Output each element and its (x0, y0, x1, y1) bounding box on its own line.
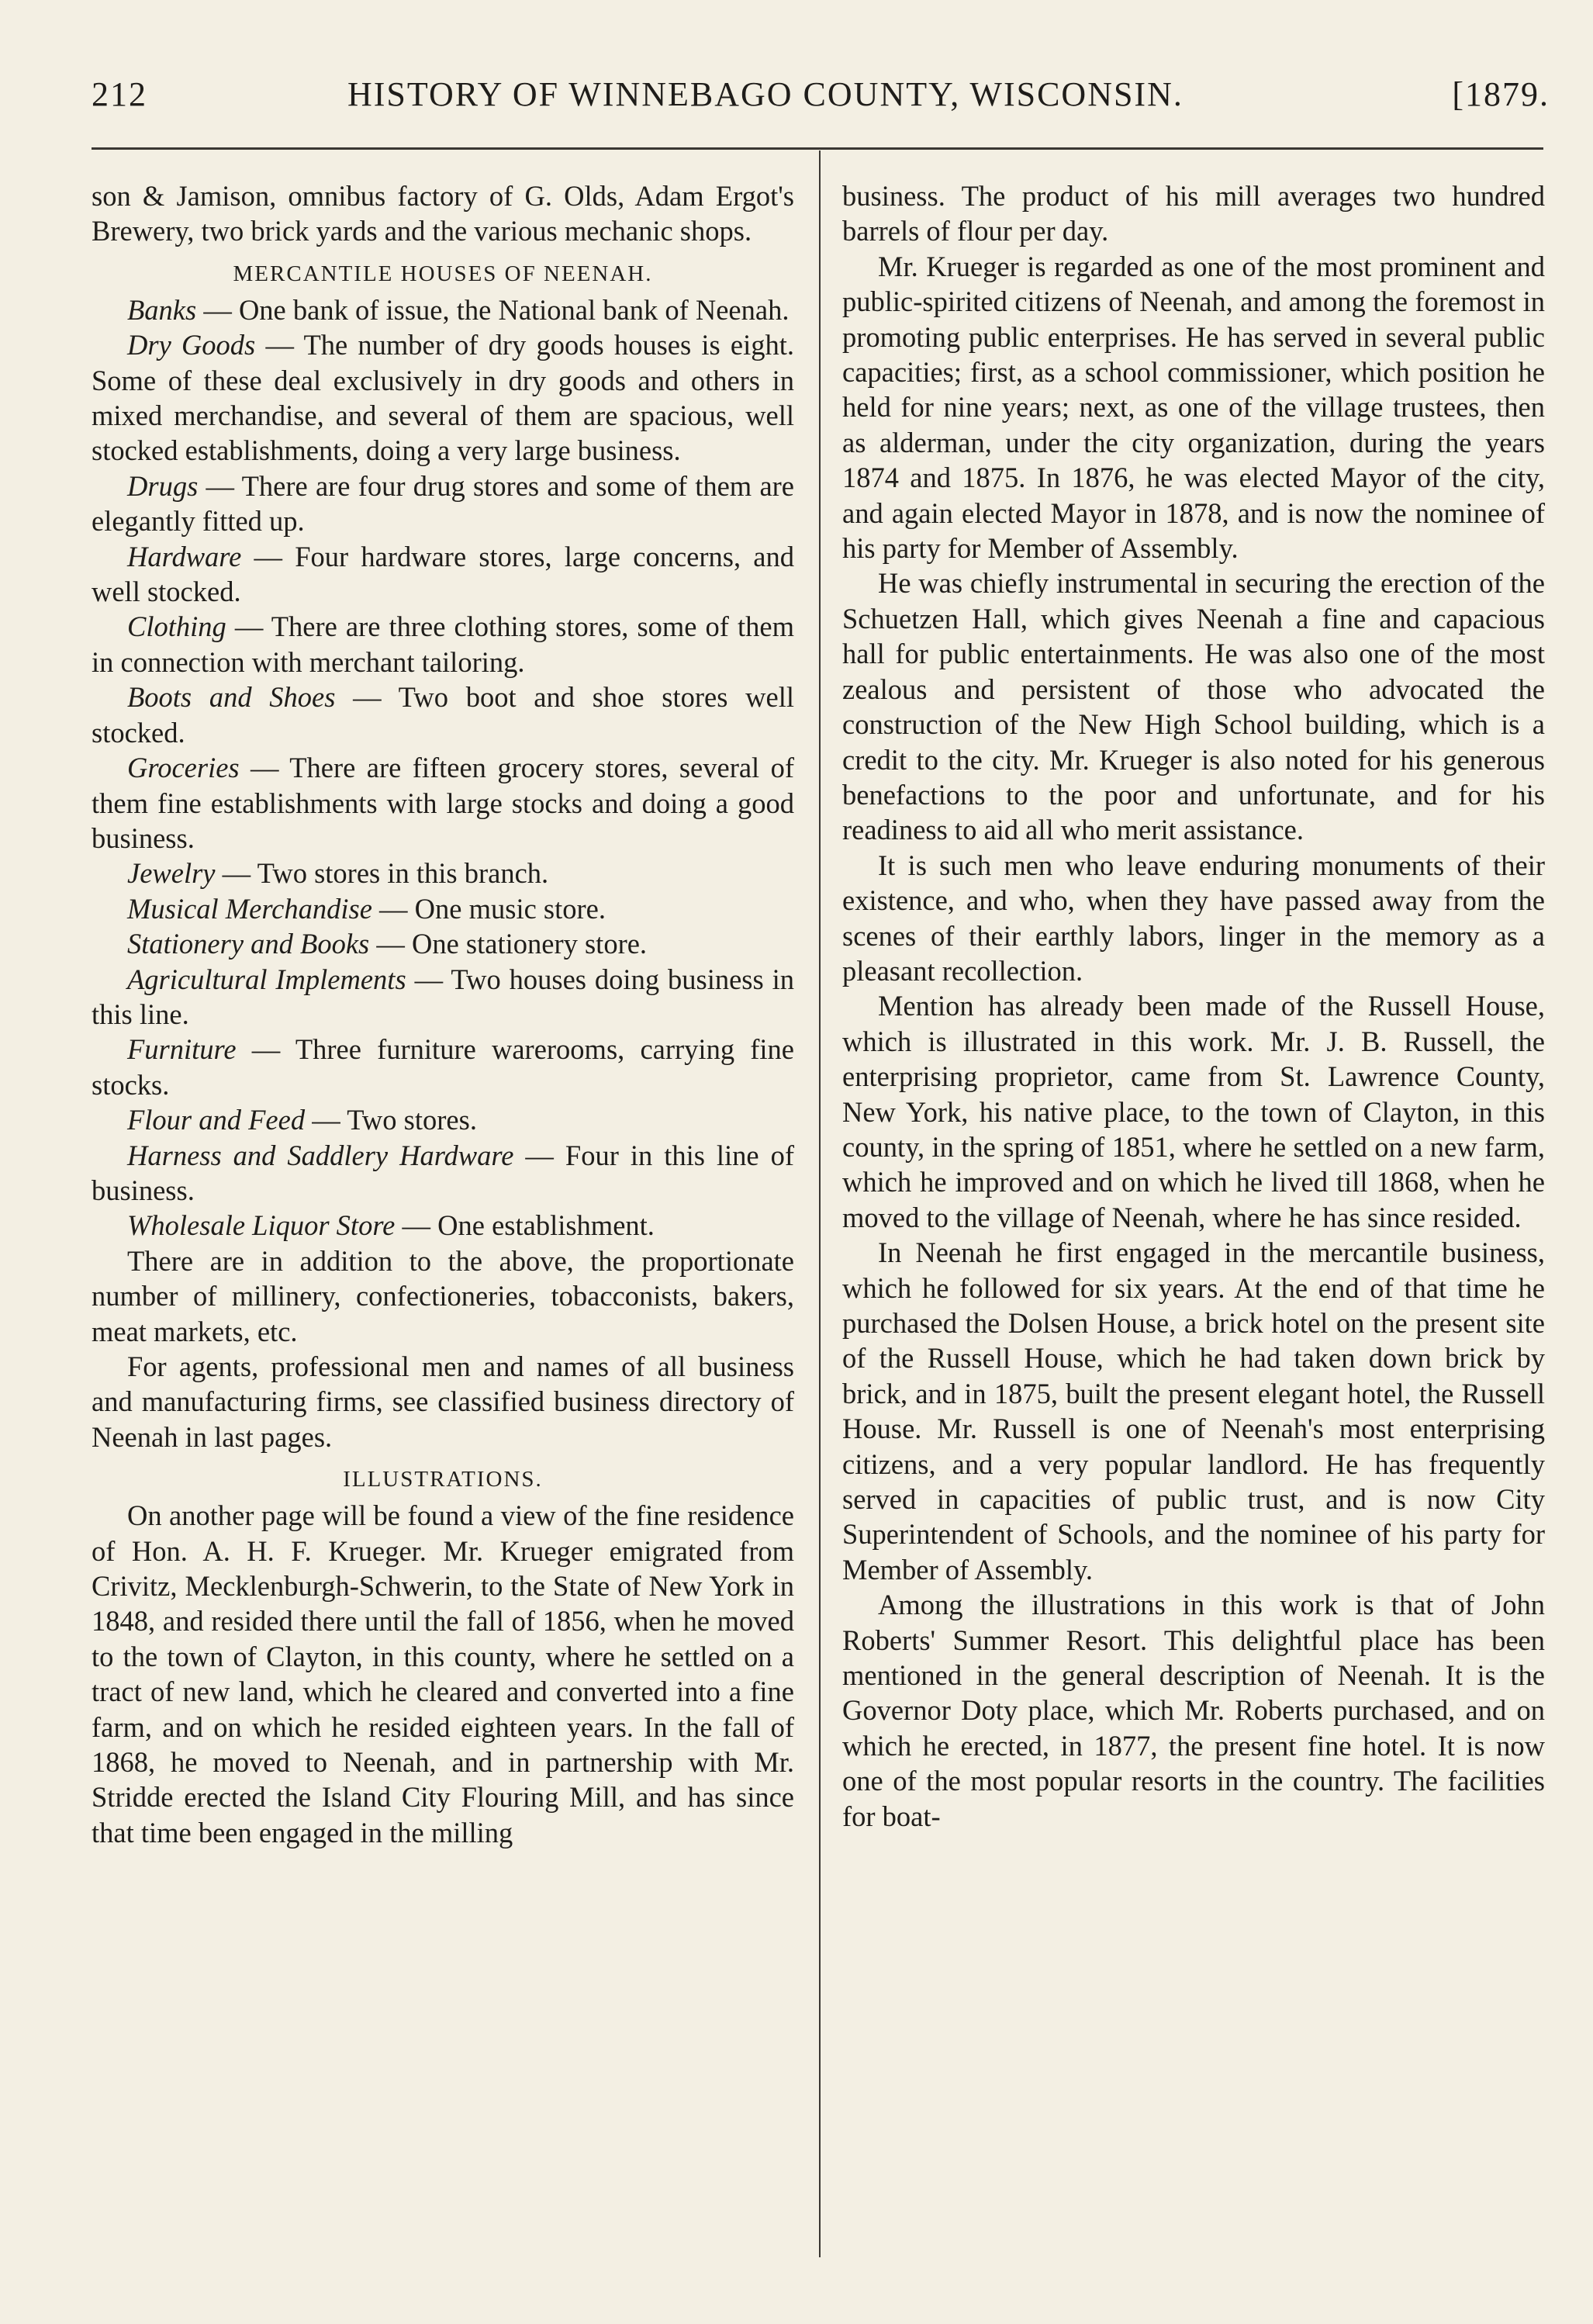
entry-boots-and-shoes: Boots and Shoes — Two boot and shoe stores well stocked. (92, 681, 794, 749)
page-number: 212 (92, 75, 147, 113)
entry-hardware: Hardware — Four hardware stores, large concerns, and well stocked. (92, 540, 794, 608)
entry-groceries: Groceries — There are fifteen grocery stores, several of them fine establishments with large stocks and doing a good business. (92, 752, 794, 854)
right-column (842, 178, 1545, 1834)
krueger-paragraph: On another page will be found a view of the fine residence of Hon. A. H. F. Krueger. Mr. Krueger emigrated from Crivitz, Mecklenburgh-Schwerin, to the State of New York in 1848, and resided there until the fall of 1856, when he moved to the town of Clayton, in this county, where he settled on a tract of new land, which he cleared and converted into a fine farm, and on which he resided eighteen years. In the fall of 1868, he moved to Neenah, and in partnership with Mr. Stridde erected the Island City Flouring Mill, and has since that time been engaged in the milling (92, 1499, 794, 1848)
entry-text: One bank of issue, the National bank of Neenah. (238, 293, 790, 326)
entry-text: One music store. (414, 892, 606, 925)
left-column (92, 178, 794, 1850)
entry-dry-goods: Dry Goods — The number of dry goods houses is eight. Some of these deal exclusively in dry goods and others in mixed merchandise, and several of them are spacious, well stocked establishments, doing a very large business. (92, 329, 795, 467)
entry-text: Two houses doing business in this line. (92, 963, 795, 1030)
entry-musical-merchandise: Musical Merchandise — One music store. (127, 892, 606, 925)
header-rule (92, 147, 1543, 150)
entry-text: Two stores. (347, 1104, 477, 1136)
paragraph-russell-house: Mention has already been made of the Russell House, which is illustrated in this work. Mr. J. B. Russell, the enterprising proprietor, came from St. Lawrence County, New York, his native place, to the town of Clayton, in this county, in the spring of 1851, where he settled on a new farm, which he improved and on which he lived till 1868, when he moved to the village of Neenah, where he has since resided. (842, 990, 1545, 1233)
entry-label: Musical Merchandise (127, 892, 372, 925)
entry-wholesale-liquor-store: Wholesale Liquor Store — One establishment. (127, 1209, 655, 1242)
entry-text: One stationery store. (411, 928, 648, 960)
entry-label: Agricultural Implements (127, 963, 406, 995)
entry-label: Jewelry (127, 857, 216, 890)
entry-label: Harness and Saddlery Hardware (127, 1139, 514, 1171)
entry-label: Furniture (127, 1033, 237, 1066)
entry-stationery-and-books: Stationery and Books — One stationery store. (127, 928, 648, 960)
entry-label: Banks (127, 293, 197, 326)
page-header (92, 74, 1550, 129)
entry-label: Clothing (127, 610, 226, 643)
entry-text: There are three clothing stores, some of them in connection with merchant tailoring. (92, 610, 794, 678)
entry-text: Four in this line of business. (92, 1139, 795, 1206)
paragraph-russell-business: In Neenah he first engaged in the mercantile business, which he followed for six years. At the end of that time he purchased the Dolsen House, a brick hotel on the present site of the Russell House, which he had taken down brick by brick, and in 1875, built the present elegant hotel, the Russell House. Mr. Russell is one of Neenah's most enterprising citizens, and a very popular landlord. He has frequently served in capacities of public trust, and is now City Superintendent of Schools, and the nominee of his party for Member of Assembly. (842, 1236, 1545, 1586)
entry-text: One establishment. (437, 1209, 655, 1242)
entry-banks: Banks — One bank of issue, the National bank of Neenah. (127, 293, 790, 326)
entry-label: Drugs (127, 469, 199, 502)
entry-label: Boots and Shoes (127, 681, 336, 714)
entry-drugs: Drugs — There are four drug stores and some of them are elegantly fitted up. (92, 469, 794, 538)
entry-label: Stationery and Books (127, 928, 370, 960)
entry-furniture: Furniture — Three furniture warerooms, carrying fine stocks. (92, 1033, 794, 1101)
entry-label: Groceries (127, 752, 240, 784)
paragraph-schuetzen-hall: He was chiefly instrumental in securing the erection of the Schuetzen Hall, which gives Neenah a fine and capacious hall for public entertainments. He was also one of the most zealous and persistent of those who advocated the construction of the New High School building, which is a credit to the city. Mr. Krueger is also noted for his generous benefactions to the poor and unfortunate, and for his readiness to aid all who merit assistance. (842, 567, 1545, 846)
paragraph-enduring-monuments: It is such men who leave enduring monuments of their existence, and who, when they have passed away from the scenes of their earthly labors, linger in the memory as a pleasant recollection. (842, 849, 1545, 987)
column-divider (819, 150, 821, 2257)
entry-agricultural-implements: Agricultural Implements — Two houses doing business in this line. (92, 963, 795, 1030)
running-title: HISTORY OF WINNEBAGO COUNTY, WISCONSIN. (347, 75, 1184, 113)
entry-text: Four hardware stores, large concerns, and well stocked. (92, 540, 794, 608)
entry-label: Hardware (127, 540, 242, 572)
entry-jewelry: Jewelry — Two stores in this branch. (127, 857, 549, 890)
entry-flour-and-feed: Flour and Feed — Two stores. (127, 1104, 477, 1136)
entry-harness-and-saddlery-hardware: Harness and Saddlery Hardware — Four in this line of business. (92, 1139, 795, 1206)
header-year: [1879. (1452, 75, 1550, 113)
section-heading-mercantile: MERCANTILE HOUSES OF NEENAH. (233, 261, 653, 286)
entry-text: The number of dry goods houses is eight. Some of these deal exclusively in dry goods and others in mixed merchandise, and several of them are spacious, well stocked establishments, doing a very large business. (92, 329, 795, 467)
entry-label: Dry Goods (127, 329, 256, 361)
entry-label: Wholesale Liquor Store (127, 1209, 396, 1242)
entry-text: Three furniture warerooms, carrying fine stocks. (92, 1033, 794, 1101)
paragraph-roberts-resort: Among the illustrations in this work is that of John Roberts' Summer Resort. This delightful place has been mentioned in the general description of Neenah. It is the Governor Doty place, which Mr. Roberts purchased, and on which he erected, in 1877, the present fine hotel. It is now one of the most popular resorts in the country. The facilities for boat- (842, 1589, 1545, 1832)
continuation-paragraph: business. The product of his mill averages two hundred barrels of flour per day. (842, 180, 1545, 247)
entry-text: There are four drug stores and some of them are elegantly fitted up. (92, 469, 794, 538)
section-heading-illustrations: ILLUSTRATIONS. (343, 1467, 543, 1492)
addition-paragraph: There are in addition to the above, the proportionate number of millinery, confectioneries, tobacconists, bakers, meat markets, etc. (92, 1244, 794, 1347)
entry-text: Two boot and shoe stores well stocked. (92, 681, 794, 749)
entry-text: There are fifteen grocery stores, several of them fine establishments with large stocks and doing a good business. (92, 752, 794, 854)
entry-clothing: Clothing — There are three clothing stores, some of them in connection with merchant tailoring. (92, 610, 794, 678)
agents-paragraph: For agents, professional men and names of all business and manufacturing firms, see classified business directory of Neenah in last pages. (92, 1350, 794, 1453)
opening-paragraph: son & Jamison, omnibus factory of G. Olds, Adam Ergot's Brewery, two brick yards and the various mechanic shops. (92, 180, 794, 247)
entry-label: Flour and Feed (127, 1104, 306, 1136)
entry-text: Two stores in this branch. (257, 857, 549, 890)
paragraph-krueger-public-service: Mr. Krueger is regarded as one of the most prominent and public-spirited citizens of Neenah, and among the foremost in promoting public enterprises. He has served in several public capacities; first, as a school commissioner, which position he held for nine years; next, as one of the village trustees, then as alderman, under the city organization, during the years 1874 and 1875. In 1876, he was elected Mayor of the city, and again elected Mayor in 1878, and is now the nominee of his party for Member of Assembly. (842, 250, 1545, 565)
